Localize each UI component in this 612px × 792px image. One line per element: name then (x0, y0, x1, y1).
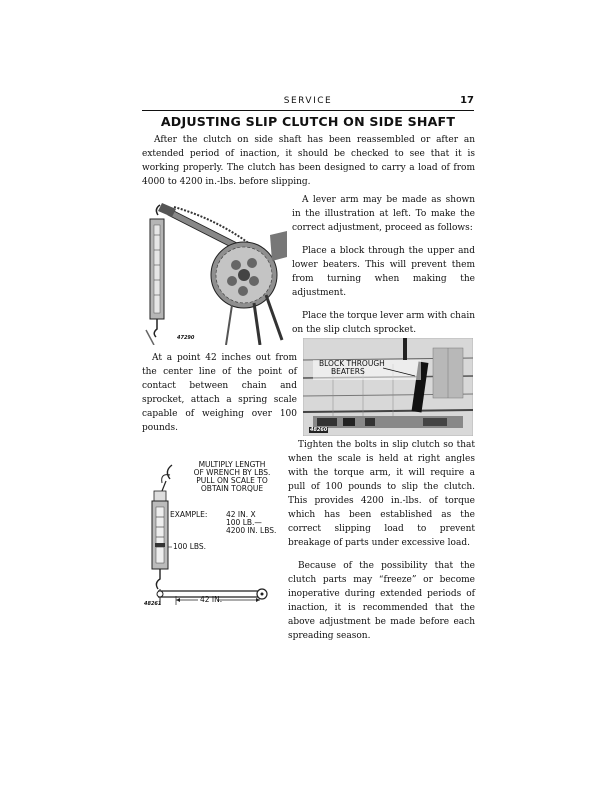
arm-length-label: 42 IN. (200, 595, 223, 604)
section-title: SERVICE (283, 96, 333, 106)
scale-reading-label: 100 LBS. (173, 542, 207, 551)
figure-number: 48260 (310, 427, 328, 433)
procedure-paragraph-1: A lever arm may be made as shown in the illustration at left. To make the correct adjustment, proceed as follows: (292, 195, 475, 233)
figure-torque-diagram (142, 455, 282, 613)
figure-scale-on-sprocket (142, 195, 287, 345)
figure-block-through-beaters (303, 338, 473, 436)
example-line-3: 4200 IN. LBS. (226, 526, 277, 535)
seasonal-adjustment-paragraph: Because of the possibility that the clutch parts may “freeze” or become inoperative during extended periods of inaction, it is recommended that the above adjustment be made before each spreading season. (288, 561, 475, 641)
page-header (142, 96, 474, 111)
intro-paragraph: After the clutch on side shaft has been reassembled or after an extended period of inaction, it should be checked to see that it is working properly. The clutch has been designed to carry a load of from 4000 to 4200 in.-lbs. before slipping. (142, 135, 475, 187)
figure-number: 47290 (177, 335, 195, 341)
example-label: EXAMPLE: (170, 510, 208, 519)
scale-sprocket-illustration (142, 195, 287, 345)
scale-instruction-section (142, 351, 297, 435)
example-calculation (226, 511, 276, 535)
tightening-section (288, 438, 475, 643)
procedure-paragraph-3: Place the torque lever arm with chain on the slip clutch sprocket. (292, 311, 475, 335)
figure-number: 48261 (144, 601, 162, 607)
page-number: 17 (460, 95, 474, 106)
instruction-line-1: MULTIPLY LENGTH (198, 460, 266, 469)
torque-instruction (182, 461, 282, 493)
tightening-paragraph: Tighten the bolts in slip clutch so that when the scale is held at right angles with the torque arm, it will require a pull of 100 pounds to slip the clutch. This provides 4200 in.-lbs. of torque which has been established as the correct slipping load to prevent breakage of parts under excessive load. (288, 440, 475, 548)
block-label-line-2: BEATERS (331, 367, 365, 376)
instruction-line-2: OF WRENCH BY LBS. (193, 468, 271, 477)
scale-instruction-paragraph: At a point 42 inches out from the center line of the point of contact between chain and sprocket, attach a spring scale capable of weighing over 100 pounds. (142, 353, 297, 433)
procedure-section (292, 193, 475, 337)
block-label-line-1: BLOCK THROUGH (319, 359, 385, 368)
intro-section (142, 133, 475, 189)
page-title: ADJUSTING SLIP CLUTCH ON SIDE SHAFT (160, 114, 456, 129)
example-line-1: 42 IN. X (226, 510, 256, 519)
beaters-block-photo (303, 338, 473, 436)
instruction-line-4: OBTAIN TORQUE (200, 484, 264, 493)
procedure-paragraph-2: Place a block through the upper and lower beaters. This will prevent them from turning when making the adjustment. (292, 246, 475, 298)
instruction-line-3: PULL ON SCALE TO (196, 476, 268, 485)
example-line-2: 100 LB.— (226, 518, 262, 527)
